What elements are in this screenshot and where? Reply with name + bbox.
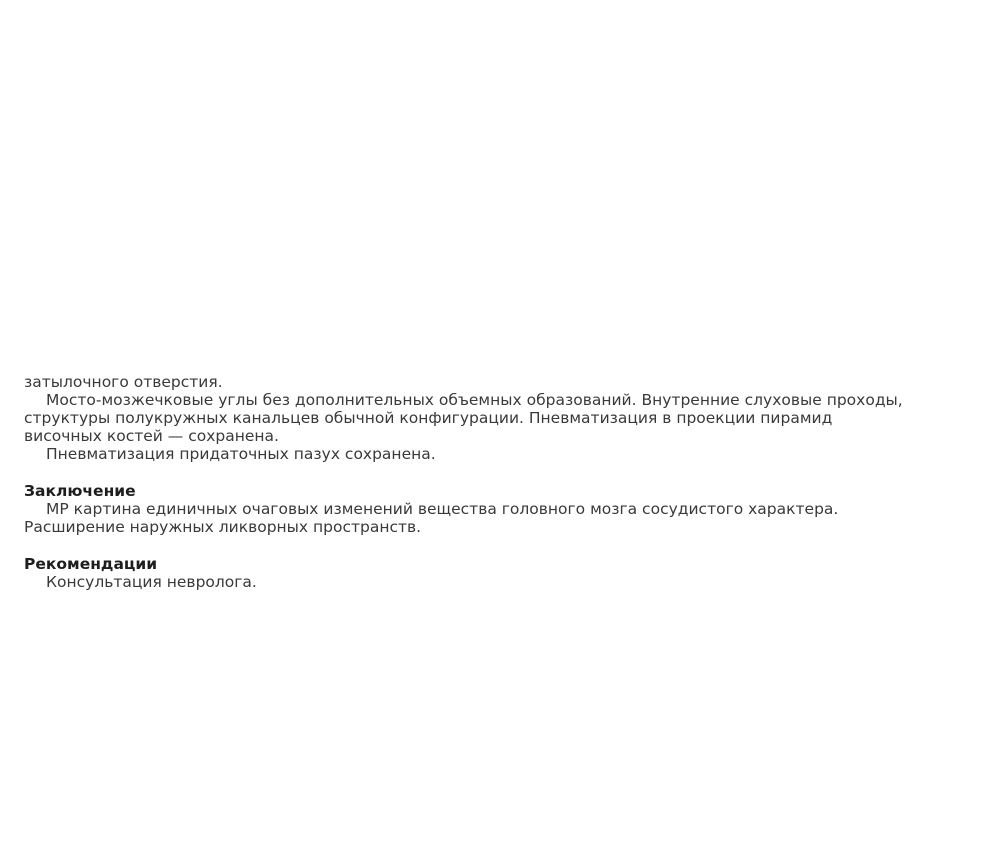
recommendation-line: Консультация невролога. <box>46 573 257 591</box>
findings-line: Пневматизация придаточных пазух сохранена. <box>46 445 436 463</box>
recommendations-heading: Рекомендации <box>24 555 158 573</box>
section-spacer <box>24 463 989 482</box>
findings-line: височных костей — сохранена. <box>24 427 279 445</box>
conclusion-line: МР картина единичных очаговых изменений вещества головного мозга сосудистого характера. <box>46 500 839 518</box>
conclusion-line: Расширение наружных ликворных пространств. <box>24 518 422 536</box>
report-body <box>24 373 989 591</box>
section-spacer <box>24 536 989 555</box>
findings-line: затылочного отверстия. <box>24 373 223 391</box>
conclusion-heading: Заключение <box>24 482 136 500</box>
findings-line: структуры полукружных канальцев обычной конфигурации. Пневматизация в проекции пирамид <box>24 409 833 427</box>
findings-line: Мосто-мозжечковые углы без дополнительных объемных образований. Внутренние слуховые проходы, <box>46 391 903 409</box>
